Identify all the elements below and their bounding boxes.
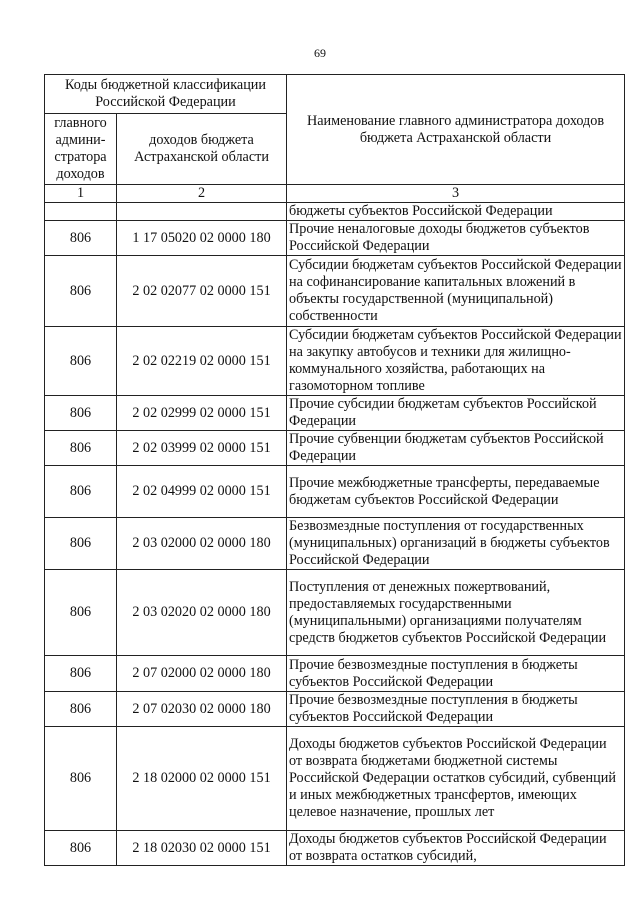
revenue-name-cell: Прочие субсидии бюджетам субъектов Российской Федерации	[287, 396, 625, 431]
table-row	[45, 396, 625, 431]
table-row	[45, 431, 625, 466]
header-code-title: доходов бюджета Астраханской области	[117, 114, 287, 185]
table-row	[45, 656, 625, 692]
budget-code-cell: 2 18 02000 02 0000 151	[117, 727, 287, 831]
table-row	[45, 327, 625, 396]
header-group-title: Коды бюджетной классификации Российской Федерации	[45, 75, 287, 114]
table-row	[45, 692, 625, 727]
admin-code-cell: 806	[45, 570, 117, 656]
table-header-row	[45, 75, 625, 114]
budget-code-cell: 2 02 02999 02 0000 151	[117, 396, 287, 431]
table-row	[45, 466, 625, 518]
admin-code-cell: 806	[45, 727, 117, 831]
admin-code-cell: 806	[45, 518, 117, 570]
admin-code-cell: 806	[45, 831, 117, 866]
admin-code-cell: 806	[45, 327, 117, 396]
table-row	[45, 727, 625, 831]
admin-code-cell: 806	[45, 396, 117, 431]
revenue-name-cell: Прочие безвозмездные поступления в бюджеты субъектов Российской Федерации	[287, 692, 625, 727]
budget-code-cell: 2 02 02219 02 0000 151	[117, 327, 287, 396]
admin-code-cell: 806	[45, 431, 117, 466]
revenue-name-cell: Прочие субвенции бюджетам субъектов Российской Федерации	[287, 431, 625, 466]
budget-code-cell: 2 03 02000 02 0000 180	[117, 518, 287, 570]
budget-code-cell: 2 07 02000 02 0000 180	[117, 656, 287, 692]
page-number: 69	[314, 46, 326, 60]
revenue-name-cell: Прочие безвозмездные поступления в бюджеты субъектов Российской Федерации	[287, 656, 625, 692]
revenue-name-cell: Поступления от денежных пожертвований, предоставляемых государственными (муниципальными) организациями получателям средств бюджетов субъектов Российской Федерации	[287, 570, 625, 656]
table-row	[45, 221, 625, 256]
revenue-name-cell: Субсидии бюджетам субъектов Российской Федерации на софинансирование капитальных вложений в объекты государственной (муниципальной) собственности	[287, 256, 625, 327]
budget-code-cell: 2 02 03999 02 0000 151	[117, 431, 287, 466]
revenue-name-cell: бюджеты субъектов Российской Федерации	[287, 203, 625, 221]
admin-code-cell: 806	[45, 656, 117, 692]
revenue-name-cell: Субсидии бюджетам субъектов Российской Федерации на закупку автобусов и техники для жилищно-коммунального хозяйства, работающих на газомоторном топливе	[287, 327, 625, 396]
revenue-name-cell: Доходы бюджетов субъектов Российской Федерации от возврата остатков субсидий,	[287, 831, 625, 866]
budget-code-cell	[117, 203, 287, 221]
header-admin-title: главного админи-стратора доходов	[45, 114, 117, 185]
admin-code-cell: 806	[45, 256, 117, 327]
column-number: 3	[287, 185, 625, 203]
budget-code-cell: 2 02 04999 02 0000 151	[117, 466, 287, 518]
revenue-name-cell: Прочие межбюджетные трансферты, передаваемые бюджетам субъектов Российской Федерации	[287, 466, 625, 518]
table-row	[45, 203, 625, 221]
revenue-name-cell: Безвозмездные поступления от государственных (муниципальных) организаций в бюджеты субъектов Российской Федерации	[287, 518, 625, 570]
column-number: 1	[45, 185, 117, 203]
table-row	[45, 256, 625, 327]
admin-code-cell: 806	[45, 692, 117, 727]
budget-code-cell: 2 03 02020 02 0000 180	[117, 570, 287, 656]
revenue-name-cell: Доходы бюджетов субъектов Российской Федерации от возврата бюджетами бюджетной системы Российской Федерации остатков субсидий, субвенций и иных межбюджетных трансфертов, имеющих целевое назначение, прошлых лет	[287, 727, 625, 831]
budget-code-cell: 1 17 05020 02 0000 180	[117, 221, 287, 256]
budget-code-cell: 2 18 02030 02 0000 151	[117, 831, 287, 866]
table-row	[45, 518, 625, 570]
table-row	[45, 831, 625, 866]
column-number: 2	[117, 185, 287, 203]
admin-code-cell: 806	[45, 221, 117, 256]
table-row	[45, 570, 625, 656]
header-name-title: Наименование главного администратора доходов бюджета Астраханской области	[287, 75, 625, 185]
budget-codes-table	[44, 74, 625, 866]
budget-code-cell: 2 07 02030 02 0000 180	[117, 692, 287, 727]
admin-code-cell: 806	[45, 466, 117, 518]
revenue-name-cell: Прочие неналоговые доходы бюджетов субъектов Российской Федерации	[287, 221, 625, 256]
admin-code-cell	[45, 203, 117, 221]
column-number-row	[45, 185, 625, 203]
budget-code-cell: 2 02 02077 02 0000 151	[117, 256, 287, 327]
